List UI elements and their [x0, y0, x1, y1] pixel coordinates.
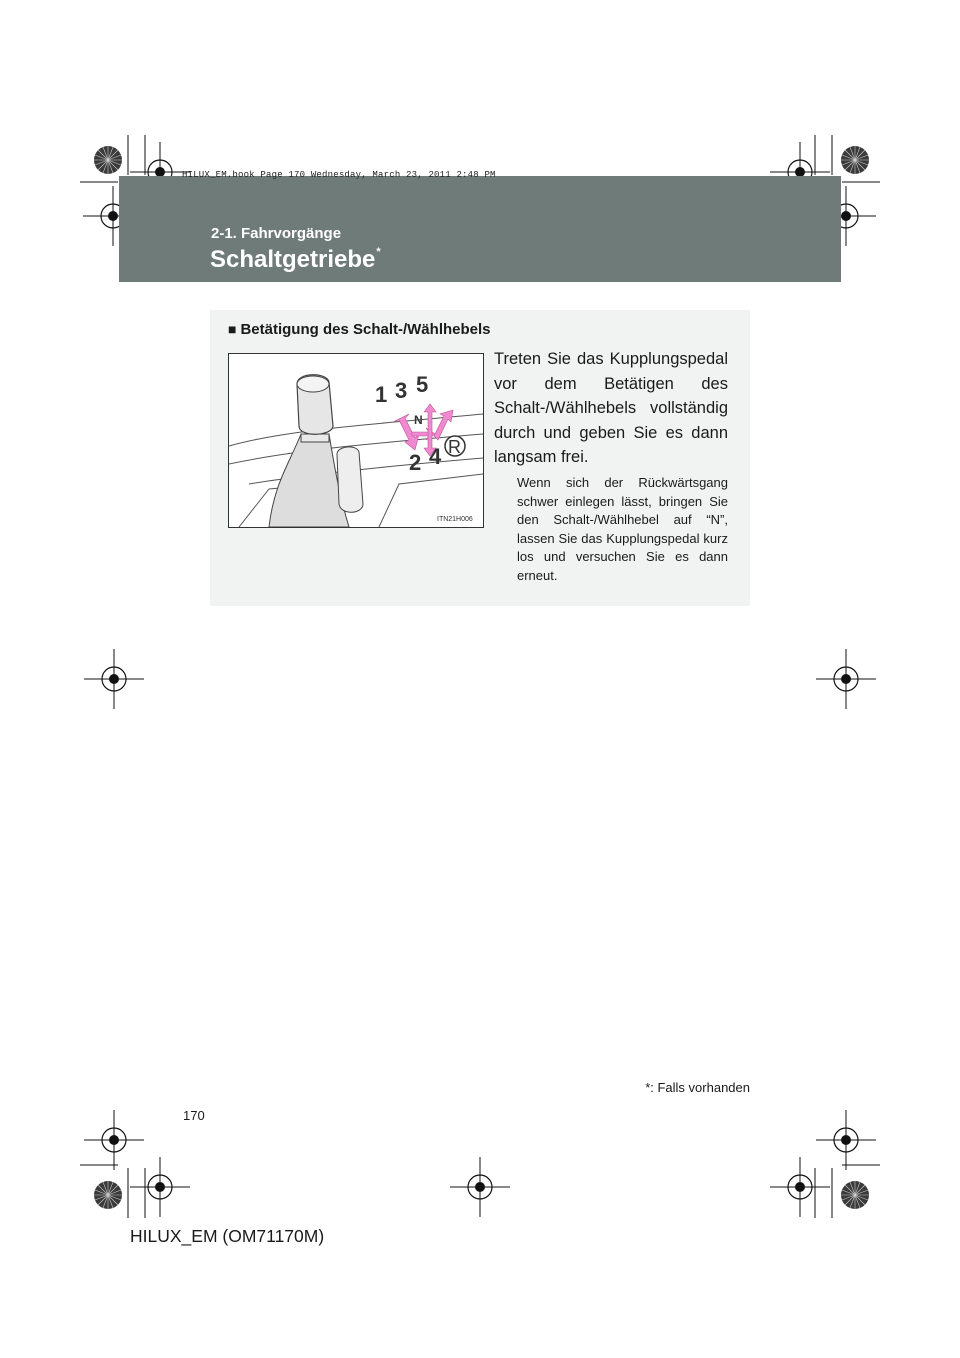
- footnote: [604, 1080, 750, 1095]
- gear-shift-illustration: [228, 353, 484, 528]
- figure-code: ITN21H006: [437, 516, 473, 523]
- subheading: [228, 321, 491, 338]
- page-title: [210, 246, 381, 274]
- neutral-label: N: [414, 413, 423, 427]
- gear-arrows: [393, 404, 453, 456]
- gear-shift-drawing: [229, 354, 483, 527]
- document-code: HILUX_EM (OM71170M): [130, 1226, 325, 1246]
- gear-3-label: 3: [395, 378, 408, 403]
- registration-mark: [83, 142, 876, 1217]
- title-marker: *: [376, 246, 381, 258]
- subheading-text: Betätigung des Schalt-/Wählhebels: [240, 321, 491, 338]
- footnote-marker: *: [645, 1080, 651, 1095]
- footnote-text: : Falls vorhanden: [650, 1080, 750, 1095]
- file-stamp: HILUX_EM.book Page 170 Wednesday, March 23, 2011 2:48 PM: [182, 170, 496, 180]
- gear-1-label: 1: [375, 382, 388, 407]
- gear-2-label: 2: [409, 450, 422, 475]
- section-label: 2-1. Fahrvorgänge: [211, 225, 342, 242]
- square-bullet-icon: ■: [228, 321, 237, 337]
- note-text: Wenn sich der Rückwärtsgang schwer einlegen lässt, bringen Sie den Schalt-/Wählhebel auf “N”, lassen Sie das Kupplungspedal kurz los und versuchen Sie es dann erneut.: [517, 475, 728, 583]
- gear-5-label: 5: [416, 372, 429, 397]
- gear-4-label: 4: [429, 444, 442, 469]
- reverse-label: R: [448, 437, 461, 457]
- trim-lines: [80, 135, 880, 1218]
- page-number: 170: [183, 1108, 205, 1123]
- page-title-text: Schaltgetriebe: [210, 246, 376, 273]
- body-text: Treten Sie das Kupplungspedal vor dem Betätigen des Schalt-/Wählhebels vollständig durch und geben Sie es dann langsam frei.: [494, 350, 728, 466]
